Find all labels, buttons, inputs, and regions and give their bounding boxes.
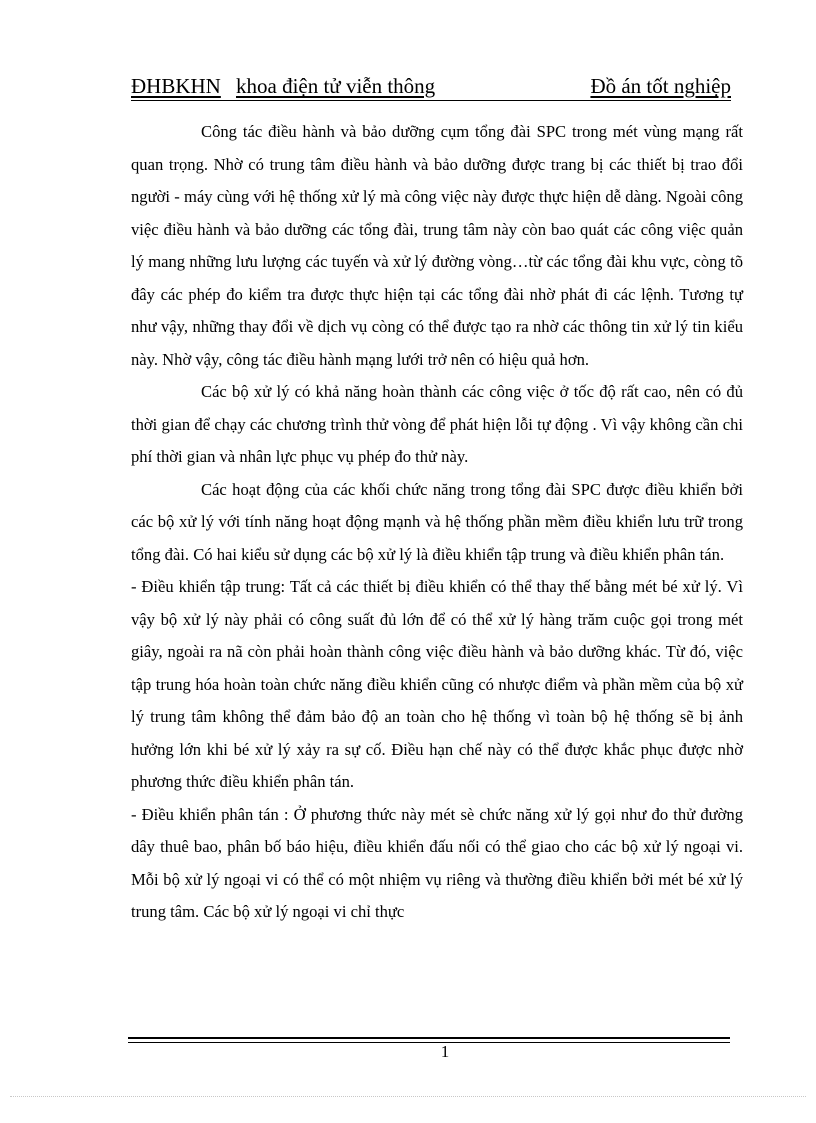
header-rule <box>131 100 731 101</box>
footer-rule <box>128 1037 730 1043</box>
paragraph-processor-speed: Các bộ xử lý có khả năng hoàn thành các công việc ở tốc độ rất cao, nên có đủ thời gian để chạy các chương trình thử vòng để phát hiện lỗi tự động . Vì vậy không cần chi phí thời gian và nhân lực phục vụ phép đo thử này. <box>131 382 743 466</box>
header-institution: ĐHBKHN <box>131 74 221 98</box>
paragraph-distributed-control: - Điều khiển phân tán : Ở phương thức này mét sè chức năng xử lý gọi như đo thử đường dây thuê bao, phân bố báo hiệu, điều khiển đấu nối có thể giao cho các bộ xử lý ngoại vi. Mỗi bộ xử lý ngoại vi có thể có một nhiệm vụ riêng và thường điều khiển bởi mét bé xử lý trung tâm. Các bộ xử lý ngoại vi chỉ thực <box>131 804 743 921</box>
header-department: khoa điện tử viễn thông <box>236 74 436 98</box>
page-number: 1 <box>440 1042 450 1061</box>
header-doc-type: Đồ án tốt nghiệp <box>590 74 731 98</box>
document-body <box>131 116 743 929</box>
paragraph-centralized-control: - Điều khiển tập trung: Tất cả các thiết bị điều khiển có thể thay thế bằng mét bé xử lý. Vì vậy bộ xử lý này phải có công suất đủ lớn để có thể xử lý hàng trăm cuộc gọi trong mét giây, ngoài ra nã còn phải hoàn thành công việc điều hành và bảo dưỡng khác. Từ đó, việc tập trung hóa hoàn toàn chức năng điều khiển cũng có nhược điểm và phần mềm của bộ xử lý trung tâm không thể đảm bảo độ an toàn cho hệ thống vì toàn bộ hệ thống sẽ bị ảnh hưởng lớn khi bé xử lý xảy ra sự cố. Điều hạn chế này có thể được khắc phục được nhờ phương thức điều khiển phân tán. <box>131 577 743 791</box>
page-bottom-divider <box>10 1096 806 1097</box>
paragraph-maintenance-center: Công tác điều hành và bảo dưỡng cụm tổng đài SPC trong mét vùng mạng rất quan trọng. Nhờ có trung tâm điều hành và bảo dưỡng được trang bị các thiết bị trao đổi người - máy cùng với hệ thống xử lý mà công việc này được thực hiện dễ dàng. Ngoài công việc điều hành và bảo dưỡng các tổng đài, trung tâm này còn bao quát các công việc quản lý mang những lưu lượng các tuyến và xử lý đường vòng…từ các tổng đài khu vực, còng tõ đây các phép đo kiểm tra được thực hiện tại các tổng đài nhờ phát đi các lệnh. Tương tự như vậy, những thay đổi về dịch vụ còng có thể được tạo ra nhờ các thông tin xử lý tin kiểu này. Nhờ vậy, công tác điều hành mạng lưới trở nên có hiệu quả hơn. <box>131 122 743 369</box>
paragraph-control-types: Các hoạt động của các khối chức năng trong tổng đài SPC được điều khiển bởi các bộ xử lý với tính năng hoạt động mạnh và hệ thống phần mềm điều khiển lưu trữ trong tổng đài. Có hai kiểu sử dụng các bộ xử lý là điều khiển tập trung và điều khiển phân tán. <box>131 479 743 564</box>
